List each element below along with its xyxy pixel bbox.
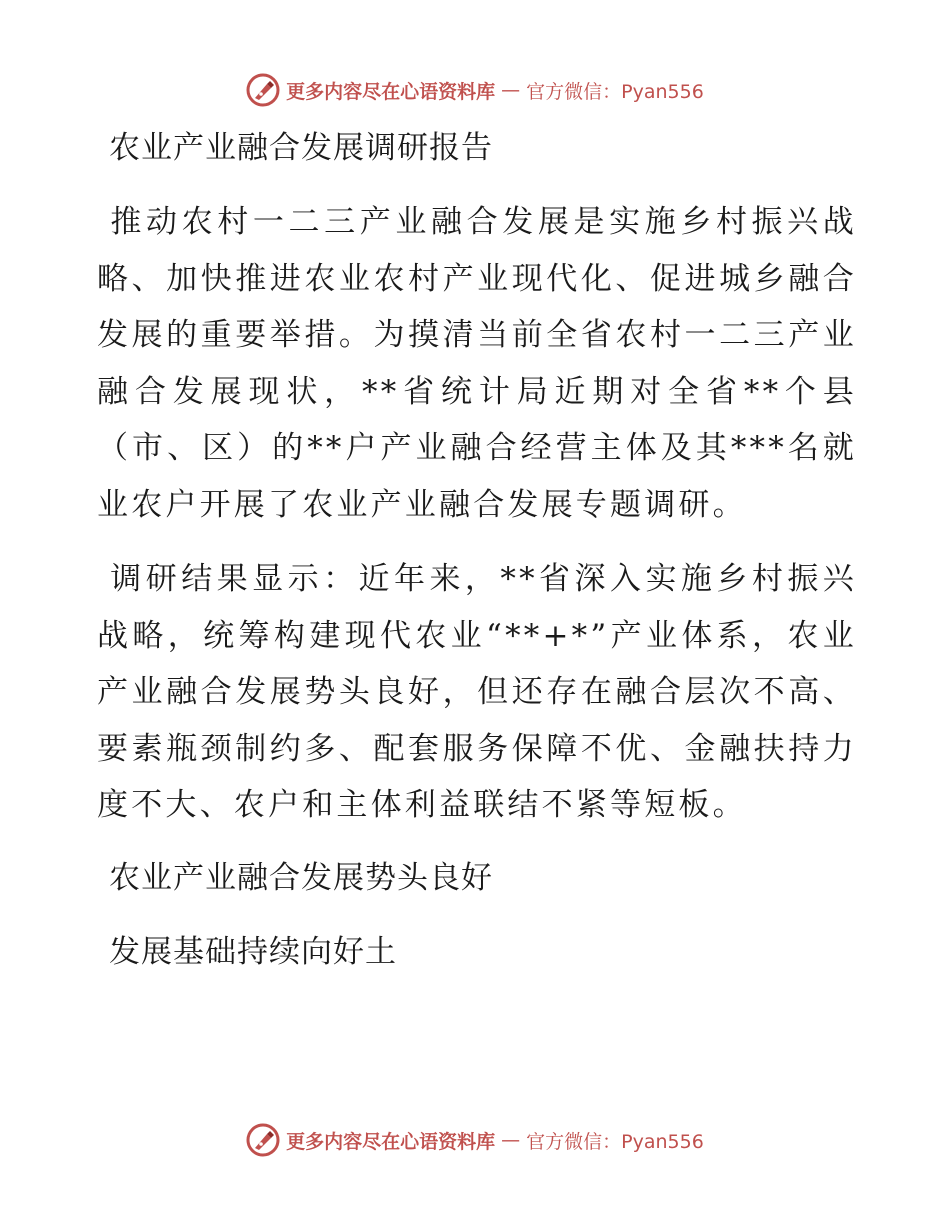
watermark-dash: — [501,1129,521,1151]
pen-nib-logo-icon [246,1123,280,1157]
watermark-banner-top [0,70,950,110]
watermark-dash: — [501,79,521,101]
section-heading-1: 农业产业融合发展势头良好 [109,859,493,896]
watermark-wechat: 官方微信：Pyan556 [526,80,704,103]
watermark-text: 更多内容尽在心语资料库 [286,80,496,103]
document-title: 农业产业融合发展调研报告 [109,130,493,166]
paragraph-2 [97,551,857,834]
pen-nib-logo-icon [246,73,280,107]
watermark-banner-bottom [0,1120,950,1160]
section-heading-2: 发展基础持续向好土 [109,933,397,970]
watermark-wechat: 官方微信：Pyan556 [526,1130,704,1153]
watermark-content [246,73,704,107]
paragraph-1-text: 推动农村一二三产业融合发展是实施乡村振兴战略、加快推进农业农村产业现代化、促进城乡融合发展的重要举措。为摸清当前全省农村一二三产业融合发展现状，**省统计局近期对全省**个县（市、区）的**户产业融合经营主体及其***名就业农户开展了农业产业融合发展专题调研。 [97,204,857,523]
paragraph-2-text: 调研结果显示：近年来，**省深入实施乡村振兴战略，统筹构建现代农业“**+*”产业体系，农业产业融合发展势头良好，但还存在融合层次不高、要素瓶颈制约多、配套服务保障不优、金融扶持力度不大、农户和主体利益联结不紧等短板。 [97,561,857,823]
paragraph-1 [97,194,857,533]
watermark-text: 更多内容尽在心语资料库 [286,1130,496,1153]
document-body [97,122,857,1000]
watermark-content [246,1123,704,1157]
